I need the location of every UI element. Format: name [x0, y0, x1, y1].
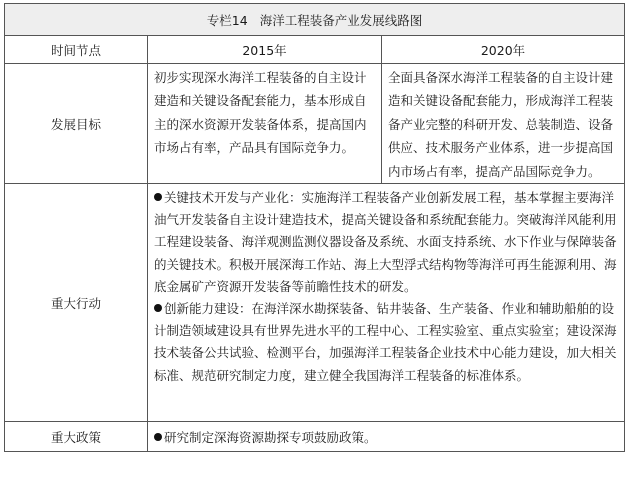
bullet-icon	[154, 433, 162, 441]
goal-2015: 初步实现深水海洋工程装备的自主设计建造和关键设备配套能力，基本形成自主的深水资源开发装备体系，提高国内市场占有率，产品具有国际竞争力。	[148, 64, 382, 184]
header-time-node: 时间节点	[5, 36, 148, 64]
bullet-icon	[154, 304, 162, 312]
action-item: 创新能力建设：在海洋深水勘探装备、钻井装备、生产装备、作业和辅助船舶的设计制造领域建设具有世界先进水平的工程中心、工程实验室、重点实验室；建设深海技术装备公共试验、检测平台，加强海洋工程装备企业技术中心能力建设，加大相关标准、规范研究制定力度，建立健全我国海洋工程装备的标准体系。	[154, 301, 617, 383]
header-row	[5, 36, 625, 64]
goals-row	[5, 64, 625, 184]
table-title	[5, 4, 625, 36]
actions-label: 重大行动	[5, 184, 148, 422]
column-title: 海洋工程装备产业发展线路图	[259, 12, 423, 28]
header-2015: 2015年	[148, 36, 382, 64]
goal-2020: 全面具备深水海洋工程装备的自主设计建造和关键设备配套能力，形成海洋工程装备产业完整的科研开发、总装制造、设备供应、技术服务产业体系，进一步提高国内市场占有率，提高产品国际竞争力。	[382, 64, 625, 184]
roadmap-table	[4, 3, 625, 452]
policy-label: 重大政策	[5, 422, 148, 452]
actions-content	[148, 184, 625, 422]
title-row	[5, 4, 625, 36]
policy-row	[5, 422, 625, 452]
header-2020: 2020年	[382, 36, 625, 64]
action-item: 关键技术开发与产业化：实施海洋工程装备产业创新发展工程，基本掌握主要海洋油气开发装备自主设计建造技术，提高关键设备和系统配套能力。突破海洋风能利用工程建设装备、海洋观测监测仪器设备及系统、水面支持系统、水下作业与保障装备的关键技术。积极开展深海工作站、海上大型浮式结构物等海洋可再生能源利用、海底金属矿产资源开发装备等前瞻性技术的研发。	[154, 190, 617, 294]
column-label: 专栏14	[206, 12, 248, 28]
policy-content	[148, 422, 625, 452]
bullet-icon	[154, 193, 162, 201]
policy-item: 研究制定深海资源勘探专项鼓励政策。	[164, 429, 377, 445]
goals-label: 发展目标	[5, 64, 148, 184]
actions-row	[5, 184, 625, 422]
